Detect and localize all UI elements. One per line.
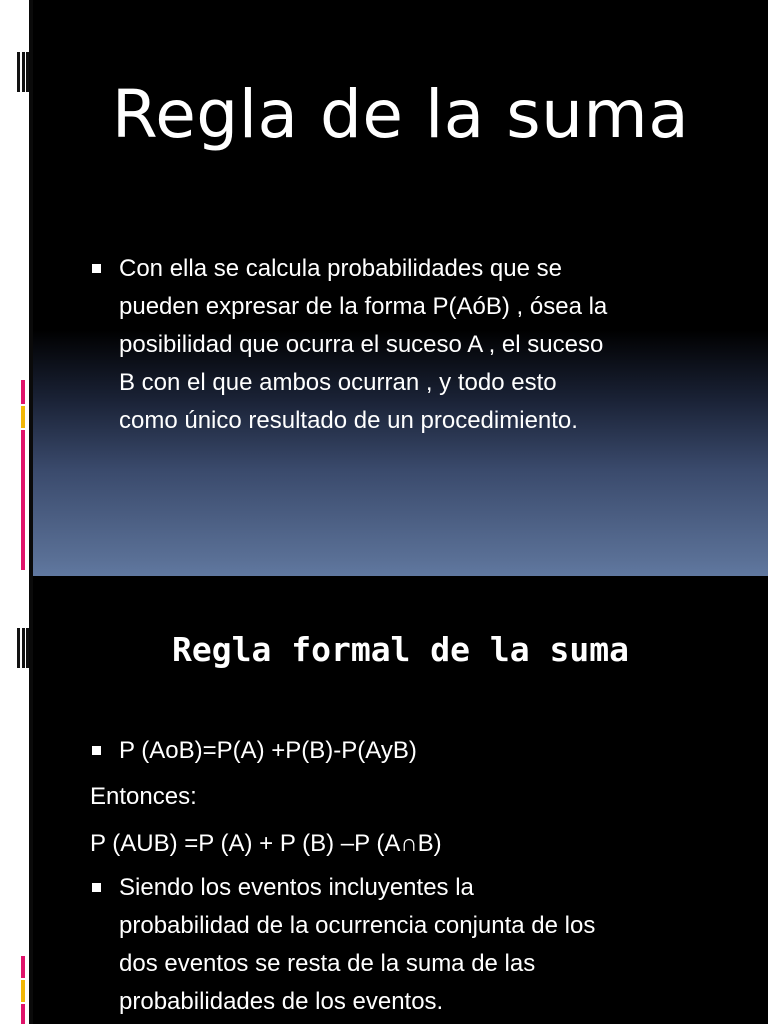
barcode-decoration: [17, 52, 29, 92]
then-label: Entonces:: [90, 783, 197, 810]
bullet-paragraph: [119, 250, 748, 440]
slide-2: [0, 576, 768, 1024]
note-line: probabilidad de la ocurrencia conjunta de los: [119, 912, 596, 939]
formula-bullet-text: P (AoB)=P(A) +P(B)-P(AyB): [119, 737, 417, 764]
pink-bar: [21, 1004, 25, 1024]
slide-1-title: Regla de la suma: [111, 76, 690, 153]
yellow-mark: [21, 980, 25, 1002]
bullet-marker: [92, 883, 101, 892]
note-paragraph: [119, 869, 748, 1021]
slide-2-title: Regla formal de la suma: [172, 630, 629, 669]
bullet-line: pueden expresar de la forma P(AóB) , ósea la: [119, 293, 608, 320]
bullet-line: posibilidad que ocurra el suceso A , el suceso: [119, 331, 604, 358]
bullet-marker: [92, 746, 101, 755]
barcode-decoration: [17, 628, 29, 668]
slide-1-decorative-strip: [0, 0, 33, 576]
yellow-mark: [21, 406, 25, 428]
union-formula: P (AUB) =P (A) + P (B) –P (A∩B): [90, 830, 442, 857]
bullet-line: B con el que ambos ocurran , y todo esto: [119, 369, 557, 396]
note-line: probabilidades de los eventos.: [119, 988, 444, 1015]
note-line: Siendo los eventos incluyentes la: [119, 874, 474, 901]
pink-mark: [21, 380, 25, 404]
note-line: dos eventos se resta de la suma de las: [119, 950, 536, 977]
bullet-line: como único resultado de un procedimiento.: [119, 407, 578, 434]
bullet-line: Con ella se calcula probabilidades que se: [119, 255, 562, 282]
bullet-marker: [92, 264, 101, 273]
formula-bullet: [92, 732, 748, 770]
pink-bar: [21, 430, 25, 570]
pink-mark: [21, 956, 25, 978]
slide-1-bullet: [92, 250, 748, 440]
note-bullet: [92, 869, 748, 1021]
slide-2-decorative-strip: [0, 576, 33, 1024]
